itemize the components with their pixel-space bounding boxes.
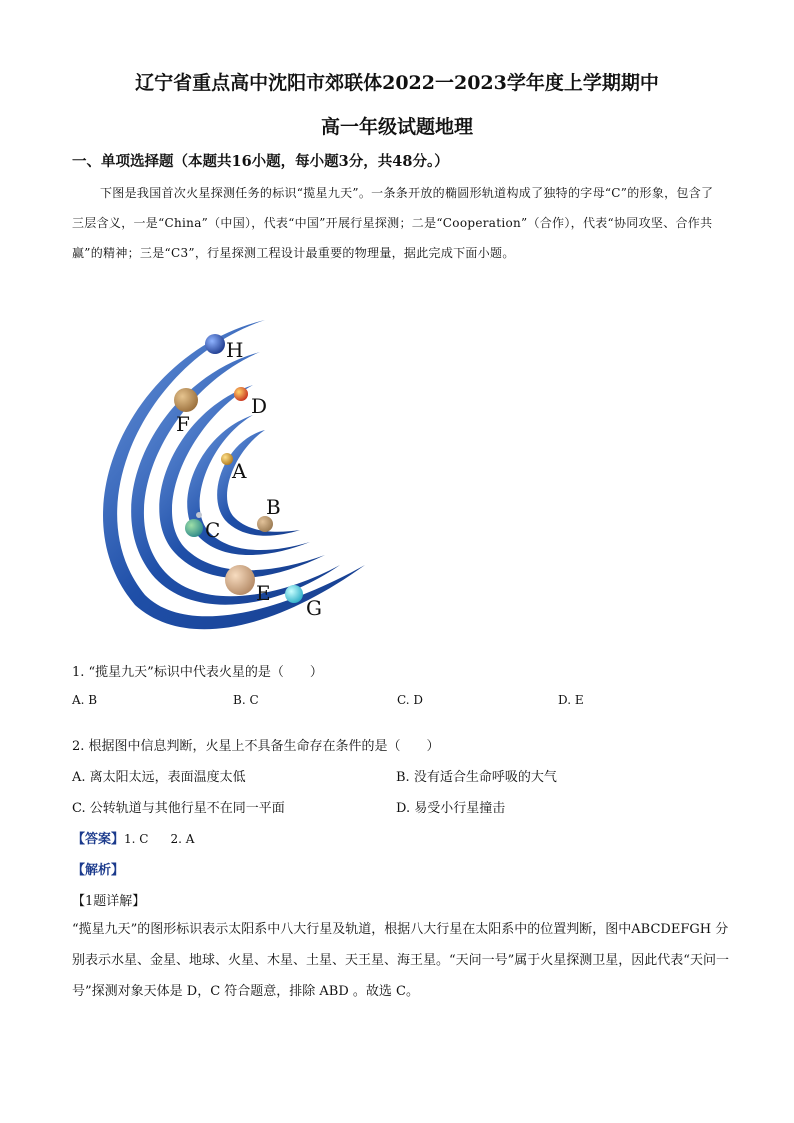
- q1-option-b: B. C: [233, 693, 259, 707]
- page-title: 辽宁省重点高中沈阳市郊联体2022一2023学年度上学期期中: [135, 72, 659, 94]
- q2-option-b: B. 没有适合生命呼吸的大气: [396, 770, 557, 785]
- mars-mission-logo-figure: [75, 310, 375, 640]
- q1-option-c: C. D: [397, 693, 424, 707]
- answer-line: [72, 828, 194, 847]
- q1-option-a: A. B: [72, 693, 98, 707]
- planet-c-icon: [185, 519, 203, 537]
- planet-g-icon: [285, 585, 303, 603]
- analysis-tag: 【解析】: [72, 863, 125, 878]
- detail-text: “揽星九天”的图形标识表示太阳系中八大行星及轨道，根据八大行星在太阳系中的位置判断，图中ABCDEFGH 分别表示水星、金星、地球、火星、木星、土星、天王星、海王星。“天问一号”属于火星探测卫星，因此代表“天问一号”探测对象天体是 D，C 符合题意，排除 ABD 。故选 C。: [72, 922, 729, 999]
- answer-2: 2. A: [170, 832, 195, 846]
- planet-d-icon: [234, 387, 248, 401]
- q2-option-a: A. 离太阳太远，表面温度太低: [72, 770, 246, 785]
- label-d: D: [251, 394, 268, 418]
- intro-paragraph: [72, 178, 722, 268]
- label-f: F: [176, 412, 190, 436]
- planet-h-icon: [205, 334, 225, 354]
- question-2-stem: 2. 根据图中信息判断，火星上不具备生命存在条件的是（ ）: [72, 739, 440, 754]
- label-h: H: [226, 338, 244, 362]
- answer-tag: 【答案】: [72, 832, 125, 847]
- intro-text: 下图是我国首次火星探测任务的标识“揽星九天”。一条条开放的椭圆形轨道构成了独特的字母“C”的形象，包含了三层含义，一是“China”（中国），代表“中国”开展行星探测；二是“Cooperation”（合作），代表“协同攻坚、合作共赢”的精神；三是“C3”，行星探测工程设计最重要的物理量，据此完成下面小题。: [72, 186, 714, 260]
- planet-e-icon: [225, 565, 255, 595]
- label-a: A: [232, 459, 247, 483]
- label-e: E: [256, 581, 271, 605]
- label-c: C: [205, 518, 221, 542]
- label-b: B: [266, 495, 281, 519]
- answer-1: 1. C: [124, 832, 149, 846]
- q2-option-c: C. 公转轨道与其他行星不在同一平面: [72, 801, 285, 816]
- detail-heading: 【1题详解】: [72, 894, 146, 909]
- q1-option-d: D. E: [558, 693, 584, 707]
- q2-option-d: D. 易受小行星撞击: [396, 801, 506, 816]
- planet-f-icon: [174, 388, 198, 412]
- label-g: G: [306, 596, 322, 620]
- page-subtitle: 高一年级试题地理: [320, 116, 473, 138]
- question-1-stem: 1. “揽星九天”标识中代表火星的是（ ）: [72, 665, 323, 680]
- moon-icon: [196, 512, 202, 518]
- section-heading: 一、单项选择题（本题共16小题，每小题3分，共48分。）: [72, 153, 449, 170]
